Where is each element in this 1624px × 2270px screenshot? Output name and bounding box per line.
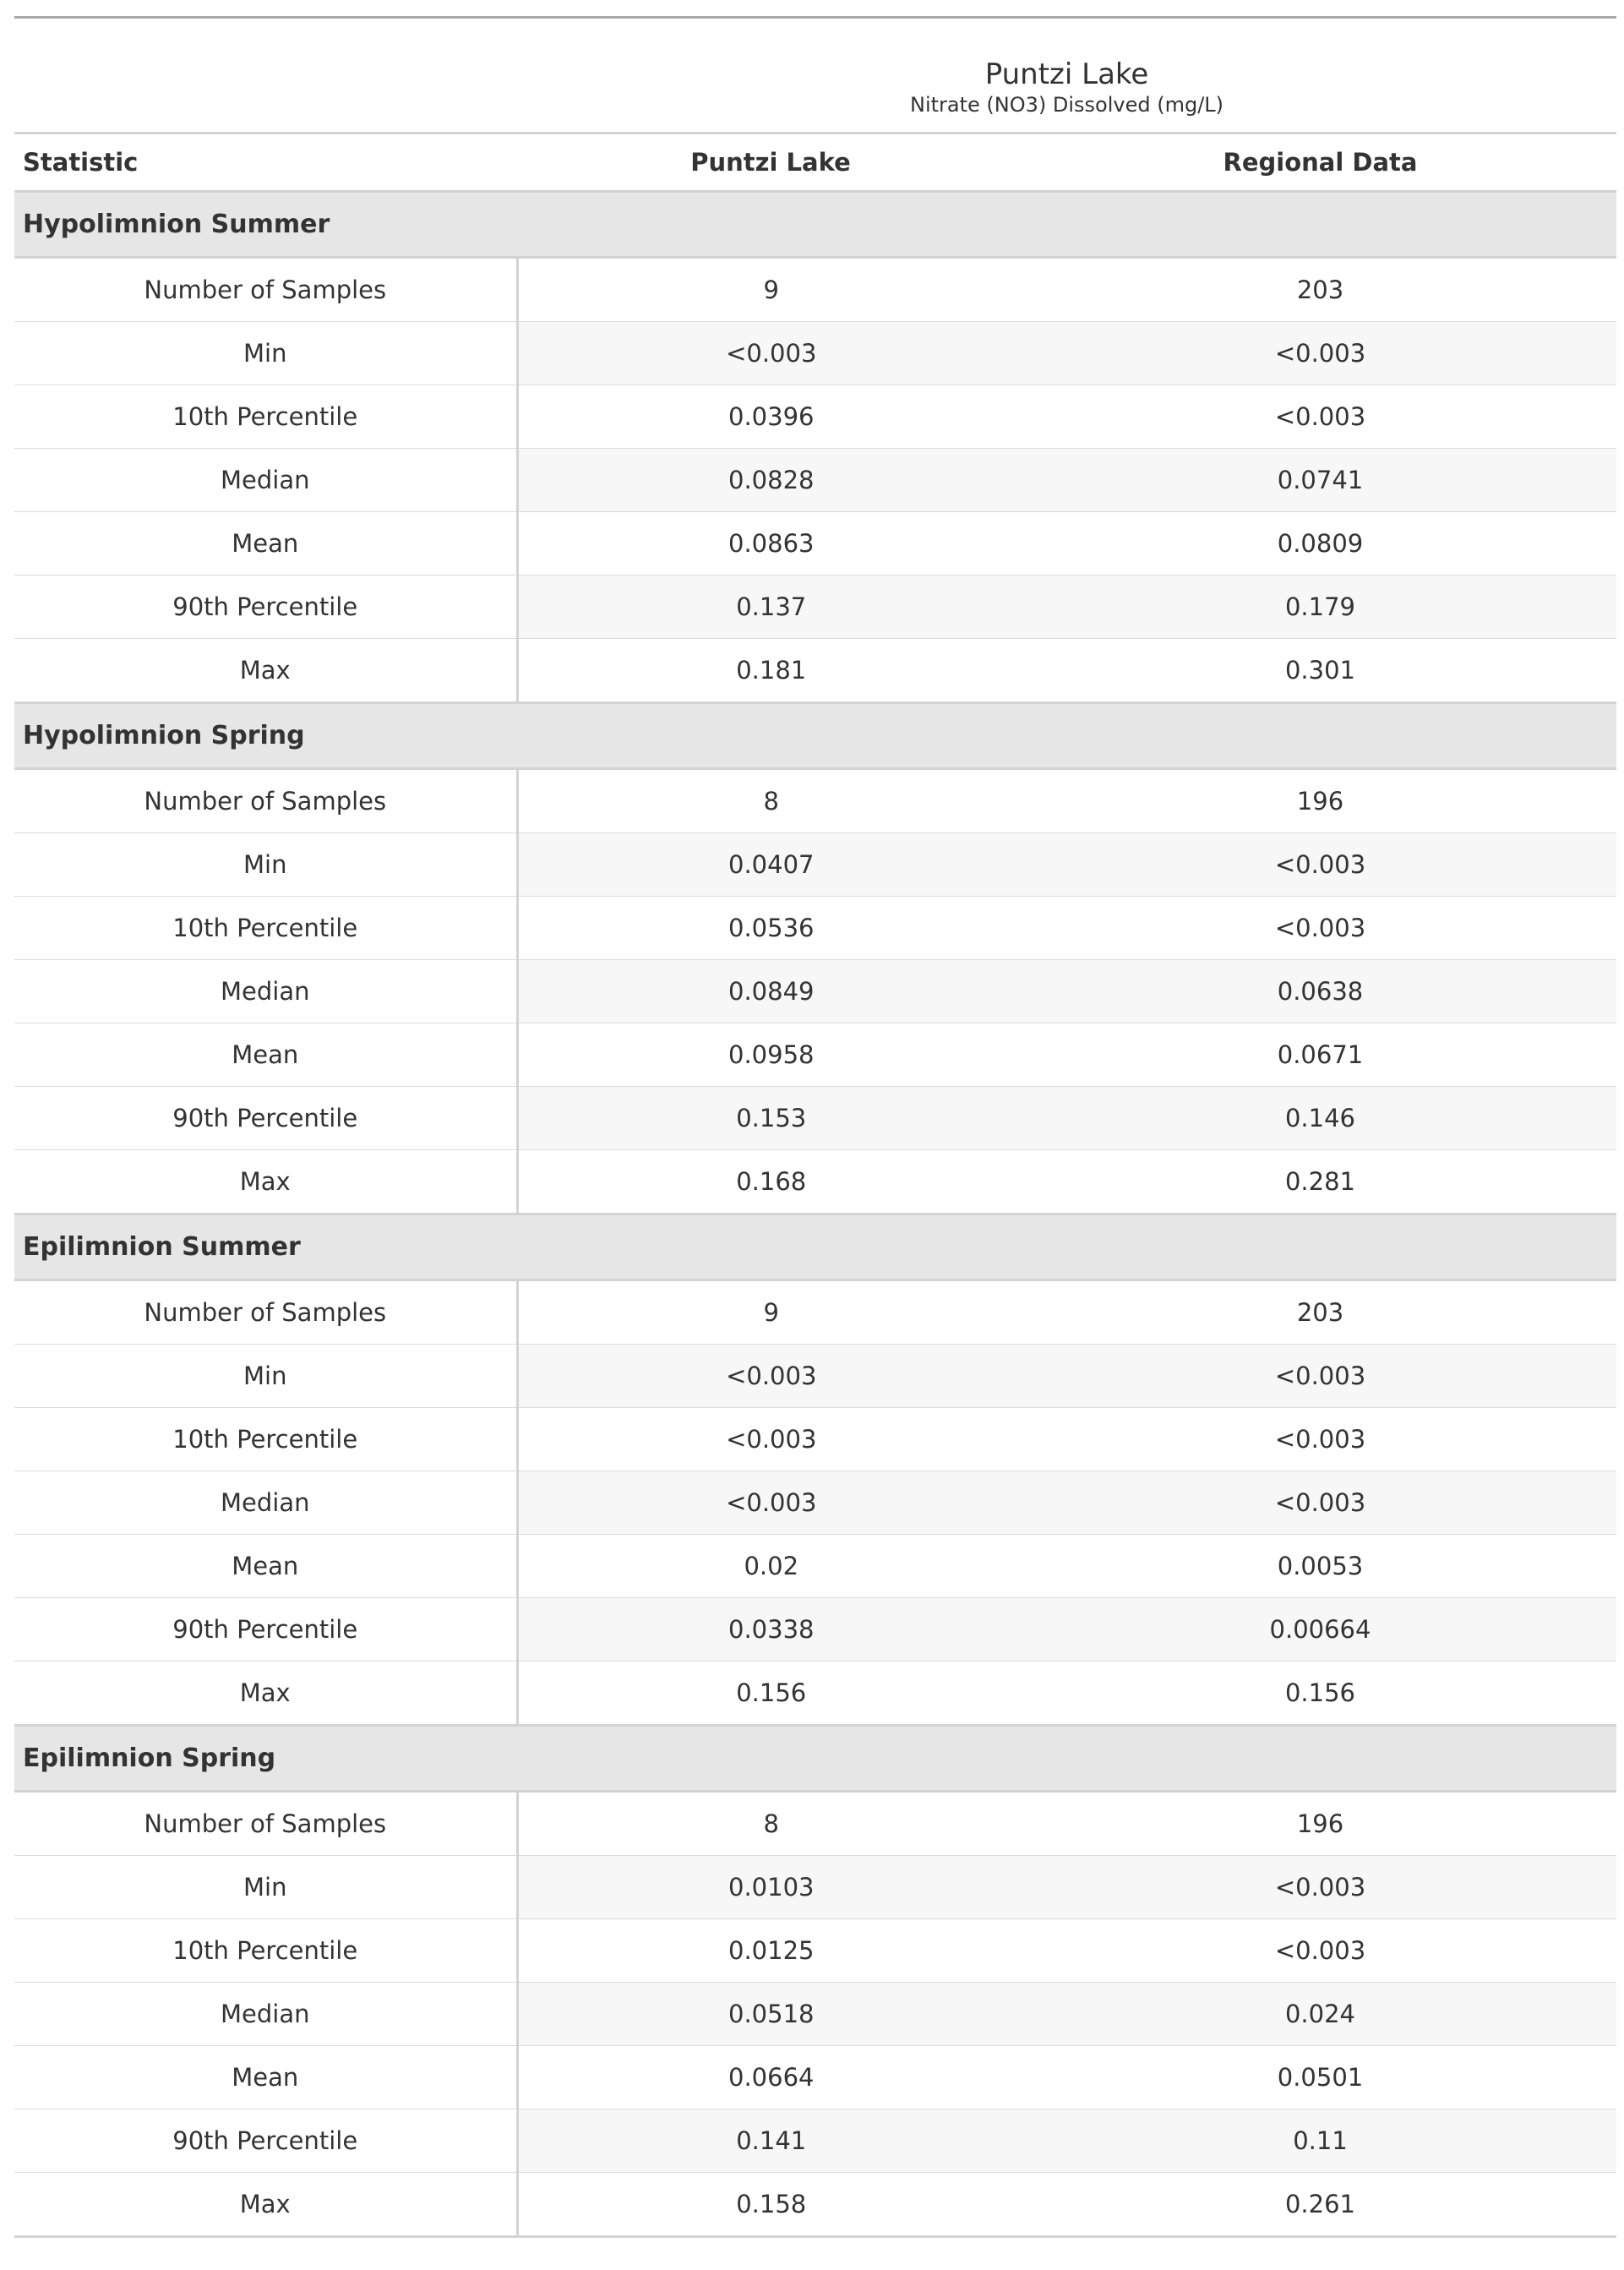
statistic-cell: 90th Percentile [14,1598,517,1662]
statistic-cell: Min [14,1345,517,1408]
row-group-label: Epilimnion Spring [14,1726,1616,1792]
statistic-cell: Max [14,2173,517,2237]
table-row [14,2109,1616,2173]
regional-data-value-cell: <0.003 [1024,833,1616,897]
regional-data-value-cell: <0.003 [1024,385,1616,449]
table-row [14,576,1616,639]
table-row [14,1150,1616,1214]
puntzi-lake-value-cell: 0.156 [517,1662,1024,1726]
summary-statistics-table [14,16,1616,2238]
row-group-header [14,703,1616,769]
statistic-cell: 10th Percentile [14,897,517,960]
puntzi-lake-value-cell: 0.0849 [517,960,1024,1023]
puntzi-lake-value-cell: 0.0664 [517,2046,1024,2109]
statistic-cell: 10th Percentile [14,1408,517,1471]
statistic-cell: Mean [14,512,517,576]
table-row [14,897,1616,960]
row-group-label: Epilimnion Summer [14,1214,1616,1280]
table-subtitle: Nitrate (NO3) Dissolved (mg/L) [517,90,1616,134]
statistic-cell: Min [14,1856,517,1919]
regional-data-value-cell: <0.003 [1024,1471,1616,1535]
puntzi-lake-value-cell: 0.0407 [517,833,1024,897]
row-group-header [14,192,1616,258]
puntzi-lake-value-cell: 0.02 [517,1535,1024,1598]
regional-data-value-cell: <0.003 [1024,1919,1616,1983]
puntzi-lake-value-cell: 0.153 [517,1087,1024,1150]
regional-data-value-cell: 0.11 [1024,2109,1616,2173]
statistic-cell: Min [14,322,517,385]
row-group-header [14,1214,1616,1280]
puntzi-lake-value-cell: 0.0863 [517,512,1024,576]
statistic-cell: Median [14,1983,517,2046]
table-row [14,258,1616,322]
table-body [14,192,1616,2237]
column-header-row [14,134,1616,192]
puntzi-lake-value-cell: 9 [517,1280,1024,1345]
puntzi-lake-value-cell: 0.0125 [517,1919,1024,1983]
table-subtitle-row [14,90,1616,134]
puntzi-lake-value-cell: 0.158 [517,2173,1024,2237]
table-row [14,769,1616,833]
regional-data-value-cell: 196 [1024,769,1616,833]
statistic-cell: 90th Percentile [14,576,517,639]
regional-data-value-cell: 0.00664 [1024,1598,1616,1662]
regional-data-value-cell: 0.0501 [1024,2046,1616,2109]
puntzi-lake-value-cell: <0.003 [517,322,1024,385]
table-row [14,833,1616,897]
puntzi-lake-value-cell: 0.181 [517,639,1024,703]
column-header-puntzi-lake: Puntzi Lake [517,134,1024,192]
table-row [14,1792,1616,1856]
table-title-row [14,18,1616,90]
regional-data-value-cell: 203 [1024,1280,1616,1345]
puntzi-lake-value-cell: <0.003 [517,1408,1024,1471]
statistic-cell: Max [14,639,517,703]
puntzi-lake-value-cell: 0.0396 [517,385,1024,449]
regional-data-value-cell: 0.301 [1024,639,1616,703]
table-row [14,1983,1616,2046]
table-row [14,322,1616,385]
regional-data-value-cell: 0.179 [1024,576,1616,639]
regional-data-value-cell: <0.003 [1024,1856,1616,1919]
regional-data-value-cell: 0.0053 [1024,1535,1616,1598]
statistic-cell: Median [14,960,517,1023]
table-row [14,1023,1616,1087]
statistic-cell: Number of Samples [14,1280,517,1345]
regional-data-value-cell: 0.156 [1024,1662,1616,1726]
puntzi-lake-value-cell: 0.0103 [517,1856,1024,1919]
table-row [14,512,1616,576]
table-row [14,1919,1616,1983]
regional-data-value-cell: <0.003 [1024,897,1616,960]
statistic-cell: Median [14,449,517,512]
puntzi-lake-value-cell: <0.003 [517,1345,1024,1408]
regional-data-value-cell: 0.146 [1024,1087,1616,1150]
row-group-header [14,1726,1616,1792]
statistic-cell: Mean [14,2046,517,2109]
table-row [14,1856,1616,1919]
regional-data-value-cell: 0.0809 [1024,512,1616,576]
table-title: Puntzi Lake [984,57,1149,91]
regional-data-value-cell: 196 [1024,1792,1616,1856]
statistic-cell: Mean [14,1023,517,1087]
table-row [14,1345,1616,1408]
table-row [14,1598,1616,1662]
table-row [14,1280,1616,1345]
puntzi-lake-value-cell: 0.0828 [517,449,1024,512]
statistic-cell: 90th Percentile [14,2109,517,2173]
regional-data-value-cell: <0.003 [1024,1408,1616,1471]
statistic-cell: Max [14,1662,517,1726]
puntzi-lake-value-cell: 0.141 [517,2109,1024,2173]
statistic-cell: Max [14,1150,517,1214]
table-row [14,449,1616,512]
statistic-cell: 90th Percentile [14,1087,517,1150]
puntzi-lake-value-cell: 8 [517,769,1024,833]
column-header-regional-data: Regional Data [1024,134,1616,192]
table-row [14,1408,1616,1471]
puntzi-lake-value-cell: <0.003 [517,1471,1024,1535]
puntzi-lake-value-cell: 0.0536 [517,897,1024,960]
puntzi-lake-value-cell: 0.0518 [517,1983,1024,2046]
table-row [14,1471,1616,1535]
regional-data-value-cell: 0.0671 [1024,1023,1616,1087]
row-group-label: Hypolimnion Summer [14,192,1616,258]
table-row [14,385,1616,449]
statistic-cell: 10th Percentile [14,385,517,449]
table-row [14,639,1616,703]
regional-data-value-cell: <0.003 [1024,322,1616,385]
summary-table-container [14,16,1616,2238]
table-row [14,2046,1616,2109]
regional-data-value-cell: 0.0741 [1024,449,1616,512]
regional-data-value-cell: <0.003 [1024,1345,1616,1408]
puntzi-lake-value-cell: 0.168 [517,1150,1024,1214]
column-header-statistic: Statistic [14,134,517,192]
regional-data-value-cell: 203 [1024,258,1616,322]
row-group-label: Hypolimnion Spring [14,703,1616,769]
statistic-cell: Number of Samples [14,1792,517,1856]
puntzi-lake-value-cell: 0.137 [517,576,1024,639]
regional-data-value-cell: 0.261 [1024,2173,1616,2237]
statistic-cell: Number of Samples [14,258,517,322]
statistic-cell: 10th Percentile [14,1919,517,1983]
puntzi-lake-value-cell: 0.0338 [517,1598,1024,1662]
statistic-cell: Number of Samples [14,769,517,833]
statistic-cell: Min [14,833,517,897]
table-row [14,1662,1616,1726]
regional-data-value-cell: 0.0638 [1024,960,1616,1023]
statistic-cell: Mean [14,1535,517,1598]
regional-data-value-cell: 0.281 [1024,1150,1616,1214]
puntzi-lake-value-cell: 8 [517,1792,1024,1856]
regional-data-value-cell: 0.024 [1024,1983,1616,2046]
puntzi-lake-value-cell: 9 [517,258,1024,322]
table-row [14,1087,1616,1150]
table-row [14,2173,1616,2237]
table-row [14,960,1616,1023]
table-row [14,1535,1616,1598]
puntzi-lake-value-cell: 0.0958 [517,1023,1024,1087]
statistic-cell: Median [14,1471,517,1535]
